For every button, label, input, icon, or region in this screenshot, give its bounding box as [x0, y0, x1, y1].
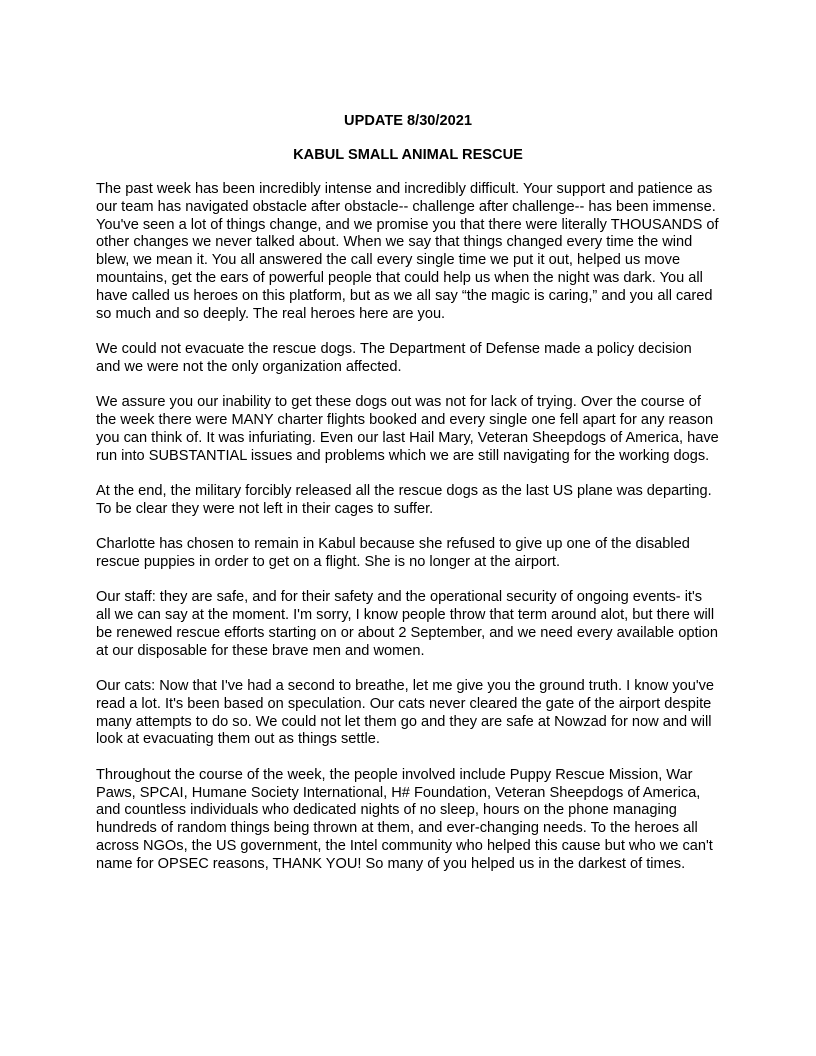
- paragraph-rescue-dogs: We could not evacuate the rescue dogs. The Department of Defense made a policy decision and we were not the only organization affected.: [96, 340, 692, 375]
- update-date-heading: UPDATE 8/30/2021: [344, 113, 472, 129]
- paragraph-intro: The past week has been incredibly intense and incredibly difficult. Your support and patience as our team has navigated obstacle after obstacle-- challenge after challenge-- has been immense. You've seen a lot of things change, and we promise you that there were literally THOUSANDS of other changes we never talked about. When we say that things changed every time the wind blew, we mean it. You all answered the call every single time we put it out, helped us move mountains, get the ears of powerful people that could help us when the night was dark. You all have called us heroes on this platform, but as we all say “the magic is caring,” and you all cared so much and so deeply. The real heroes here are you.: [96, 181, 719, 322]
- document-title: KABUL SMALL ANIMAL RESCUE: [293, 147, 523, 163]
- document-page: [96, 112, 720, 891]
- paragraph-release: At the end, the military forcibly released all the rescue dogs as the last US plane was departing. To be clear they were not left in their cages to suffer.: [96, 482, 712, 517]
- paragraph-efforts: We assure you our inability to get these dogs out was not for lack of trying. Over the course of the week there were MANY charter flights booked and every single one fell apart for any reason you can think of. It was infuriating. Even our last Hail Mary, Veteran Sheepdogs of America, have run into SUBSTANTIAL issues and problems which we are still navigating for the working dogs.: [96, 394, 719, 464]
- paragraph-thanks: Throughout the course of the week, the people involved include Puppy Rescue Mission, War Paws, SPCAI, Humane Society International, H# Foundation, Veteran Sheepdogs of America, and countless individuals who dedicated nights of no sleep, hours on the phone managing hundreds of random things being thrown at them, and ever-changing needs. To the heroes all across NGOs, the US government, the Intel community who helped this cause but who we can't name for OPSEC reasons, THANK YOU! So many of you helped us in the darkest of times.: [96, 766, 713, 872]
- paragraph-charlotte: Charlotte has chosen to remain in Kabul because she refused to give up one of the disabled rescue puppies in order to get on a flight. She is no longer at the airport.: [96, 536, 690, 570]
- paragraph-staff: Our staff: they are safe, and for their safety and the operational security of ongoing events- it's all we can say at the moment. I'm sorry, I know people throw that term around alot, but there will be renewed rescue efforts starting on or about 2 September, and we need every available option at our disposable for these brave men and women.: [96, 589, 718, 659]
- paragraph-cats: Our cats: Now that I've had a second to breathe, let me give you the ground truth. I know you've read a lot. It's been based on speculation. Our cats never cleared the gate of the airport despite many attempts to do so. We could not let them go and they are safe at Nowzad for now and will look at evacuating them out as things settle.: [96, 678, 715, 748]
